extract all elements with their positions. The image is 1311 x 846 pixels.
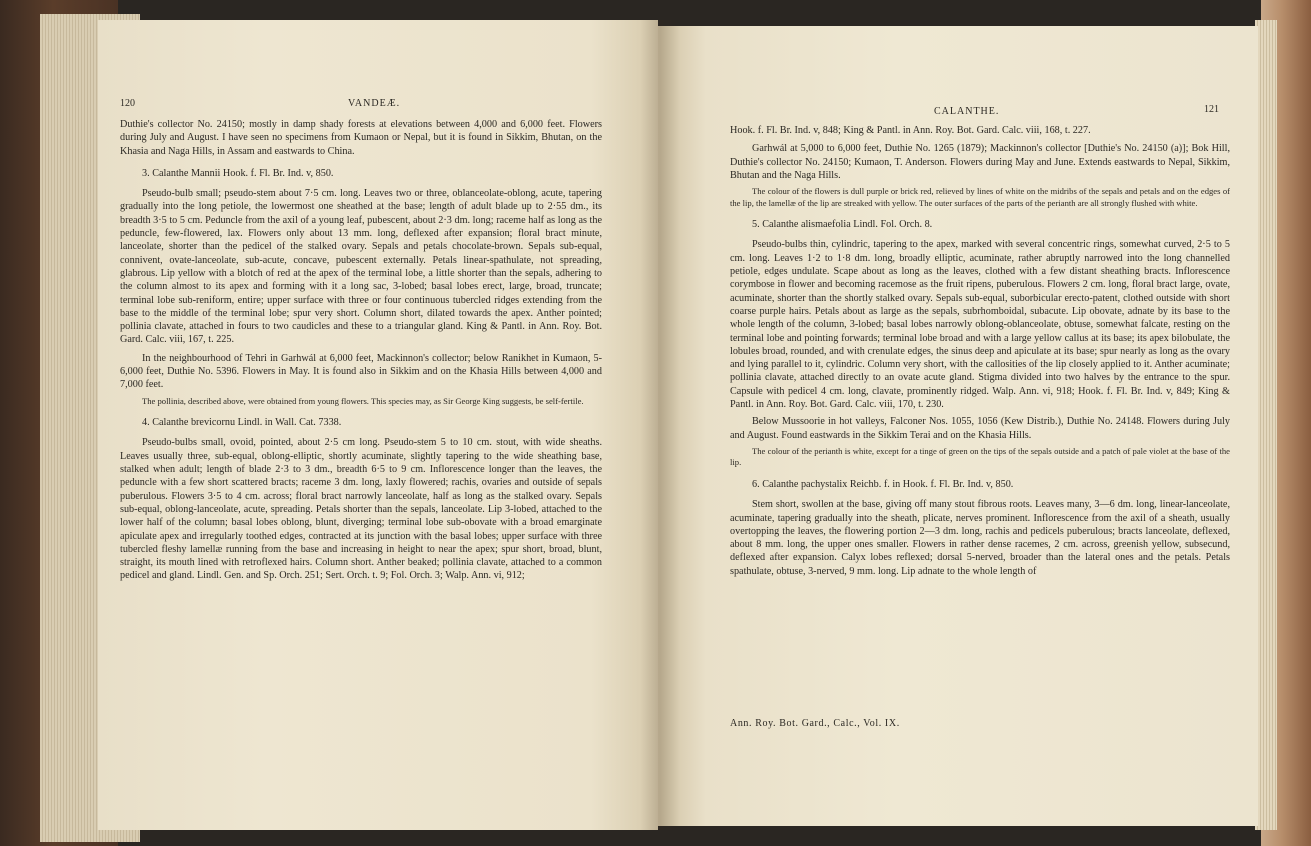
note-paragraph: The pollinia, described above, were obtained from young flowers. This species may, as Sir George King suggests, be self-fertile. (142, 395, 584, 406)
paragraph: Pseudo-bulbs small, ovoid, pointed, about 2·5 cm long. Pseudo-stem 5 to 10 cm. stout, with wide sheaths. Leaves usually three, sub-equal, oblong-elliptic, shortly acuminate, slightly tapering to the wide sheathing base, stalked when adult; length of blade 2·3 to 3 dm., breadth 6·5 to 9 cm. Inflorescence longer than the leaves, the peduncle with a few short scattered bracts; raceme 3 dm. long, laxly flowered; rachis, ovaries and outside of sepals puberulous. Flowers 3·5 to 4 cm. across; floral bract narrowly lanceolate, half as long as the stalked ovary. Sepals sub-equal, oblong-lanceolate, acute, spreading. Petals shorter than the sepals, lanceolate. Lip 3-lobed, attached to the lower half of the column; basal lobes oblong, blunt, diverging; terminal lobe sub-obovate with a broad emarginate apiculate apex and irregularly toothed edges, contracted at its junction with the basal lobes; upper surface with three tubercled fleshy lamellæ running from the base and increasing in height to near the apex; spur short, broad, blunt, straight, its mouth lined with retroflexed hairs. Column short. Anther beaked; pollinia clavate, attached to a common pedicel and gland. Lindl. Gen. and Sp. Orch. 251; Sert. Orch. t. 9; Fol. Orch. 3; Walp. Ann. vi, 912; (120, 437, 602, 582)
section-heading: 5. Calanthe alismaefolia Lindl. Fol. Orch. 8. (752, 219, 933, 231)
paragraph: Stem short, swollen at the base, giving off many stout fibrous roots. Leaves many, 3—6 dm. long, linear-lanceolate, acuminate, tapering gradually into the sheath, plicate, nerves prominent. Inflorescence from the axil of a sheath, usually overtopping the leaves, the flowering portion 2—3 dm. long, rachis and pedicels puberulous; bracts lanceolate, deflexed, about 8 mm. long, the upper ones smaller. Flowers in rather dense racemes, 2 cm. across, greenish yellow, subsecund, deflexed after expansion. Calyx lobes reflexed; dorsal 5-nerved, broader than the lateral ones and the petals. Petals spathulate, obtuse, 3-nerved, 9 mm. long. Lip adnate to the whole length of (730, 499, 1230, 577)
note-paragraph: The colour of the perianth is white, except for a tinge of green on the tips of the sepals outside and a patch of pale violet at the base of the lip. (730, 445, 1230, 468)
paragraph: Duthie's collector No. 24150; mostly in damp shady forests at elevations between 4,000 and 6,000 feet. Flowers during July and August. I have seen no specimens from Kumaon or Nepal, but it is found in Sikkim, Bhutan, on the Khasia and Naga Hills, in Assam and eastwards to China. (120, 119, 602, 157)
right-text-column (730, 124, 1230, 578)
note-paragraph: The colour of the flowers is dull purple or brick red, relieved by lines of white on the midribs of the sepals and petals and on the edges of the lip, the lamellæ of the lip are streaked with yellow. The outer surfaces of the parts of the perianth are all strongly flushed with white. (730, 186, 1230, 208)
paragraph: Garhwál at 5,000 to 6,000 feet, Duthie No. 1265 (1879); Mackinnon's collector [Duthie's No. 24150 (a)]; Bok Hill, Duthie's collector No. 24150; Kumaon, T. Anderson. Flowers during May and June. Extends eastwards to Nepal, Sikkim, Bhutan and the Naga Hills. (730, 143, 1230, 181)
paragraph: Pseudo-bulb small; pseudo-stem about 7·5 cm. long. Leaves two or three, oblanceolate-oblong, acute, tapering gradually into the long petiole, the lowermost one sheathed at the base; length of adult blade up to 2·55 dm., its breadth 3·5 to 5 cm. Peduncle from the axil of a young leaf, pubescent, about 2·3 dm. long; raceme half as long as the peduncle, few-flowered, lax. Flowers only about 13 mm. long, deflexed after expansion; floral bract minute, lanceolate, shorter than the pedicel of the stalked ovary. Sepals and petals chocolate-brown. Sepals sub-equal, connivent, ovate-lanceolate, sub-acute, concave, pubescent externally. Petals linear-spathulate, not spreading, glabrous. Lip yellow with a blotch of red at the apex of the terminal lobe, a little shorter than the sepals, adhering to the column almost to its apex and forming with it a long sac, 3-lobed; basal lobes erect, large, broad, truncate; terminal lobe sub-reniform, entire; upper surface with three or four continuous tubercled ridges extending from the base to the middle of the terminal lobe; spur very short. Column short, dilated towards the apex. Anther pointed; pollinia clavate, attached in fours to two caudicles and these to a triangular gland. King & Pantl. in Ann. Roy. Bot. Gard. Calc. viii, 167, t. 225. (120, 188, 602, 346)
paragraph: Hook. f. Fl. Br. Ind. v, 848; King & Pantl. in Ann. Roy. Bot. Gard. Calc. viii, 168, t. 227. (730, 125, 1091, 136)
paragraph: Pseudo-bulbs thin, cylindric, tapering to the apex, marked with several concentric rings, somewhat curved, 2·5 to 5 cm. long. Leaves 1·2 to 1·8 dm. long, broadly elliptic, acuminate, rather abruptly narrowed into the long channelled petiole, edges undulate. Scape about as long as the leaves, clothed with a few distant sheathing bracts. Inflorescence corymbose in flower and becoming racemose as the fruit ripens, puberulous. Flowers 2 cm. long, floral bract large, ovate, acuminate, shorter than the shortly stalked ovary. Sepals sub-equal, suborbicular erecto-patent, clothed outside with short coarse purple hairs. Petals about as large as the sepals, subrhomboidal, subacute. Lip obovate, adnate by its base to the whole length of the column, 3-lobed; basal lobes narrowly oblong-oblanceolate, obtuse, somewhat falcate, resting on the terminal lobe and pointing forwards; terminal lobe broad and with a large yellow callus at its base; its apex bilobulate, the lobules broad, rounded, and with crenulate edges, the sinus deep and apiculate at its base; spur nearly as long as the ovary and lying parallel to it, cylindric. Column very short, with the callosities of the lip closely applied to it. Anther acuminate; pollinia clavate, attached directly to an ovate acute gland. Stigma divided into two halves by the entrance to the spur. Capsule with pedicel 4 cm. long, clavate, prominently ridged. Walp. Ann. vi, 918; Hook. f. Fl. Br. Ind. v, 849; King & Pantl. in Ann. Roy. Bot. Gard. Calc. viii, 170, t. 230. (730, 239, 1230, 411)
page-footer: Ann. Roy. Bot. Gard., Calc., Vol. IX. (730, 718, 900, 729)
paragraph: Below Mussoorie in hot valleys, Falconer Nos. 1055, 1056 (Kew Distrib.), Duthie No. 24148. Flowers during July and August. Found eastwards in the Sikkim Terai and on the Khasia Hills. (730, 416, 1230, 441)
section-heading: 6. Calanthe pachystalix Reichb. f. in Hook. f. Fl. Br. Ind. v, 850. (752, 478, 1014, 490)
running-head: VANDEÆ. (348, 98, 401, 109)
section-heading: 3. Calanthe Mannii Hook. f. Fl. Br. Ind. v, 850. (142, 167, 334, 179)
left-page (98, 20, 658, 830)
left-text-column (120, 118, 602, 583)
page-number: 120 (120, 98, 135, 109)
paragraph: In the neighbourhood of Tehri in Garhwál at 6,000 feet, Mackinnon's collector; below Ranikhet in Kumaon, 5-6,000 feet, Duthie No. 5396. Flowers in May. It is found also in Sikkim and on the Khasia Hills between 4,000 and 7,000 feet. (120, 352, 602, 391)
book-gutter (640, 20, 680, 830)
section-heading: 4. Calanthe brevicornu Lindl. in Wall. Cat. 7338. (142, 417, 342, 429)
running-head: CALANTHE. (934, 106, 1000, 117)
right-page-edges (1255, 20, 1277, 830)
right-page (658, 26, 1258, 826)
page-number: 121 (1204, 104, 1219, 115)
